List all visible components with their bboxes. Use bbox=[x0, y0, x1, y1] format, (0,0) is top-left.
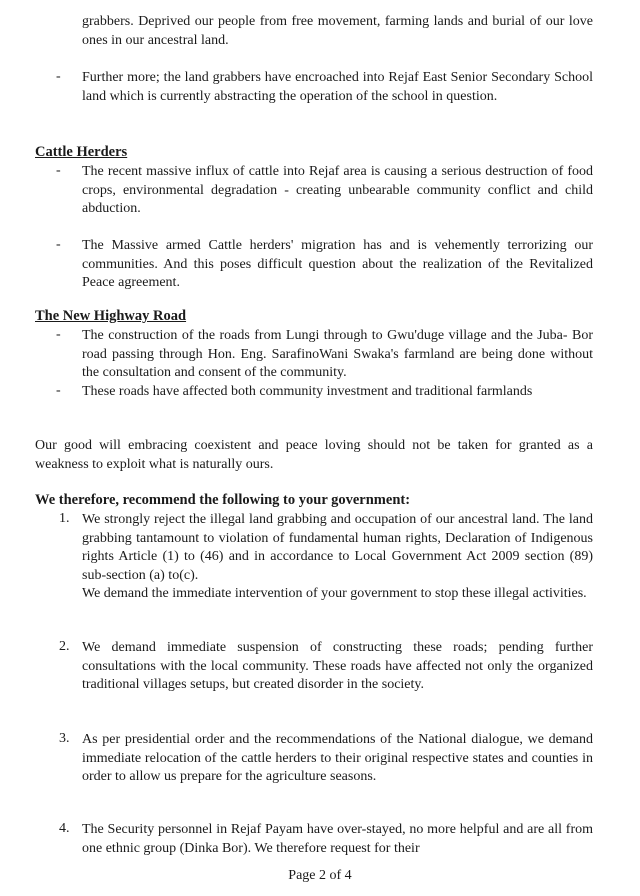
intro-continuation: grabbers. Deprived our people from free movement, farming lands and burial of our love ones in our ancestral land. bbox=[82, 14, 593, 48]
section-heading-cattle-herders: Cattle Herders bbox=[35, 144, 128, 160]
highway-bullet-1: The construction of the roads from Lungi through to Gwu'duge village and the Juba- Bor road passing through Hon. Eng. SarafinoWani Swaka's farmland are being done without the consultation and consent of the community. bbox=[82, 328, 593, 380]
bullet-marker: - bbox=[56, 237, 61, 252]
cattle-bullet-1: The recent massive influx of cattle into Rejaf area is causing a serious destruction of food crops, environmental degradation - creating unbearable community conflict and child abduction. bbox=[82, 164, 593, 216]
cattle-bullet-2: The Massive armed Cattle herders' migration has and is vehemently terrorizing our communities. And this poses difficult question about the realization of the Revitalized Peace agreement. bbox=[82, 238, 593, 290]
bullet-marker: - bbox=[56, 383, 61, 398]
closing-paragraph: Our good will embracing coexistent and peace loving should not be taken for granted as a weakness to exploit what is naturally ours. bbox=[35, 438, 593, 472]
recommendation-4: The Security personnel in Rejaf Payam have over-stayed, no more helpful and are all from one ethnic group (Dinka Bor). We therefore request for their bbox=[82, 822, 593, 856]
bullet-marker: - bbox=[56, 69, 61, 84]
recommendations-title: We therefore, recommend the following to your government: bbox=[35, 492, 411, 508]
recommendation-1-demand: We demand the immediate intervention of your government to stop these illegal activities. bbox=[82, 586, 587, 601]
bullet-marker: - bbox=[56, 327, 61, 342]
bullet-marker: - bbox=[56, 163, 61, 178]
list-number: 4. bbox=[59, 821, 70, 836]
intro-bullet: Further more; the land grabbers have encroached into Rejaf East Senior Secondary School land which is currently abstracting the operation of the school in question. bbox=[82, 70, 593, 104]
list-number: 3. bbox=[59, 731, 70, 746]
highway-bullet-2: These roads have affected both community investment and traditional farmlands bbox=[82, 384, 533, 399]
list-number: 2. bbox=[59, 639, 70, 654]
recommendation-1: We strongly reject the illegal land grabbing and occupation of our ancestral land. The land grabbing tantamount to violation of fundamental human rights, Declaration of Indigenous rights Article (1) to (46) and in accordance to Local Government Act 2009 section (89) sub-section (a) to(c). bbox=[82, 512, 593, 583]
list-number: 1. bbox=[59, 511, 70, 526]
recommendation-2: We demand immediate suspension of constructing these roads; pending further consultations with the local community. These roads have affected not only the organized traditional villages setups, but created disorder in the society. bbox=[82, 640, 593, 692]
section-heading-highway-road: The New Highway Road bbox=[35, 308, 187, 324]
recommendation-3: As per presidential order and the recommendations of the National dialogue, we demand immediate relocation of the cattle herders to their original respective states and counties in order to allow us prepare for the agriculture seasons. bbox=[82, 732, 593, 784]
page-number-footer: Page 2 of 4 bbox=[288, 868, 352, 883]
